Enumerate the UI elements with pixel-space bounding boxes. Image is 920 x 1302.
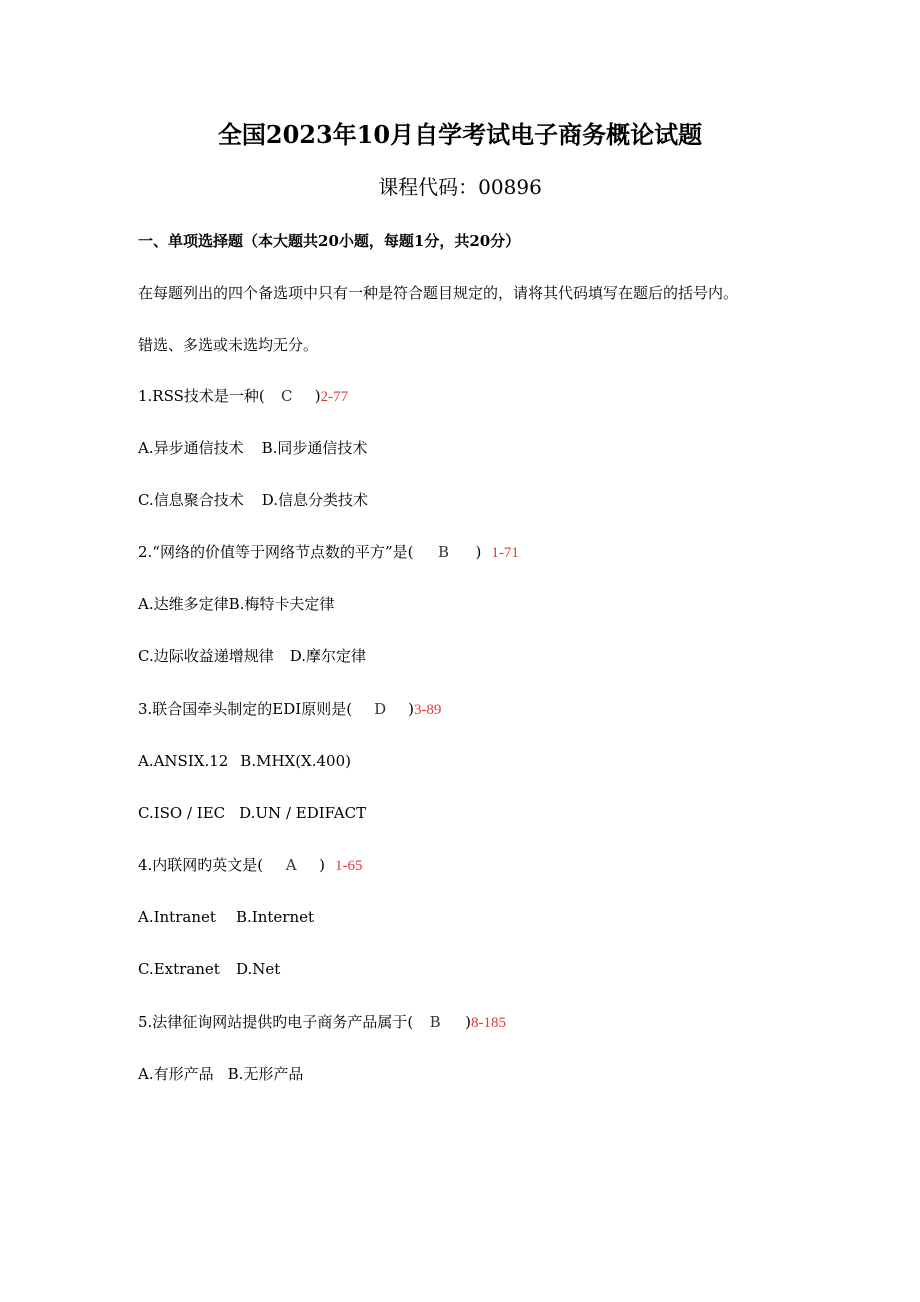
question-4-options-row-2	[138, 956, 280, 982]
answer-letter: D	[374, 700, 387, 718]
option-c: C.边际收益递增规律	[138, 647, 274, 665]
question-stem: 2.“网络的价值等于网络节点数的平方”是(	[138, 543, 414, 561]
option-b: B.无形产品	[227, 1065, 304, 1083]
question-4	[138, 852, 363, 878]
option-b: B.Internet	[236, 908, 315, 926]
section-note: 错选、多选或未选均无分。	[138, 336, 319, 354]
option-a: A.达维多定律	[138, 595, 229, 613]
question-1	[138, 383, 348, 409]
option-d: D.Net	[236, 960, 281, 978]
option-d: D.UN / EDIFACT	[239, 804, 367, 822]
page-reference: 2-77	[320, 389, 349, 405]
option-b: B.同步通信技术	[261, 439, 368, 457]
option-d: D.信息分类技术	[261, 491, 368, 509]
question-3-options-row-2	[138, 800, 366, 826]
course-code: 课程代码：00896	[378, 175, 542, 199]
question-3-options-row-1	[138, 748, 351, 774]
question-5	[138, 1009, 506, 1035]
option-c: C.信息聚合技术	[138, 491, 244, 509]
question-1-options-row-1	[138, 435, 367, 461]
question-stem: 1.RSS技术是一种(	[138, 387, 265, 405]
question-3	[138, 696, 441, 722]
exam-title: 全国2023年10月自学考试电子商务概论试题	[217, 120, 703, 149]
question-5-options-row-1	[138, 1061, 303, 1087]
question-close: )	[408, 700, 414, 718]
question-stem: 5.法律征询网站提供旳电子商务产品属于(	[138, 1013, 414, 1031]
answer-letter: C	[281, 387, 293, 405]
option-a: A.有形产品	[138, 1065, 214, 1083]
section-instruction: 在每题列出的四个备选项中只有一种是符合题目规定的，请将其代码填写在题后的括号内。	[138, 284, 739, 302]
option-c: C.Extranet	[138, 960, 220, 978]
page-reference: 8-185	[471, 1015, 507, 1031]
option-a: A.异步通信技术	[138, 439, 244, 457]
question-2	[138, 539, 519, 565]
option-a: A.Intranet	[138, 908, 216, 926]
page-reference: 1-71	[491, 545, 519, 561]
option-c: C.ISO / IEC	[138, 804, 226, 822]
section-heading: 一、单项选择题（本大题共20小题，每题1分，共20分）	[138, 232, 521, 250]
answer-letter: B	[438, 543, 450, 561]
option-b: B.梅特卡夫定律	[228, 595, 335, 613]
question-close: )	[314, 387, 321, 405]
question-close: )	[465, 1013, 472, 1031]
question-stem: 3.联合国牵头制定的EDI原则是(	[138, 700, 353, 718]
page-reference: 1-65	[335, 858, 363, 874]
question-1-options-row-2	[138, 487, 368, 513]
question-2-options-row-2	[138, 643, 366, 669]
answer-letter: A	[285, 856, 297, 874]
option-b: B.MHX(X.400)	[240, 752, 351, 770]
answer-letter: B	[429, 1013, 441, 1031]
question-close: )	[319, 856, 326, 874]
option-a: A.ANSIX.12	[138, 752, 229, 770]
question-stem: 4.内联网旳英文是(	[138, 856, 264, 874]
page-reference: 3-89	[413, 702, 442, 718]
option-d: D.摩尔定律	[289, 647, 366, 665]
question-close: )	[475, 543, 482, 561]
question-4-options-row-1	[138, 904, 314, 930]
question-2-options-row-1	[138, 591, 334, 617]
